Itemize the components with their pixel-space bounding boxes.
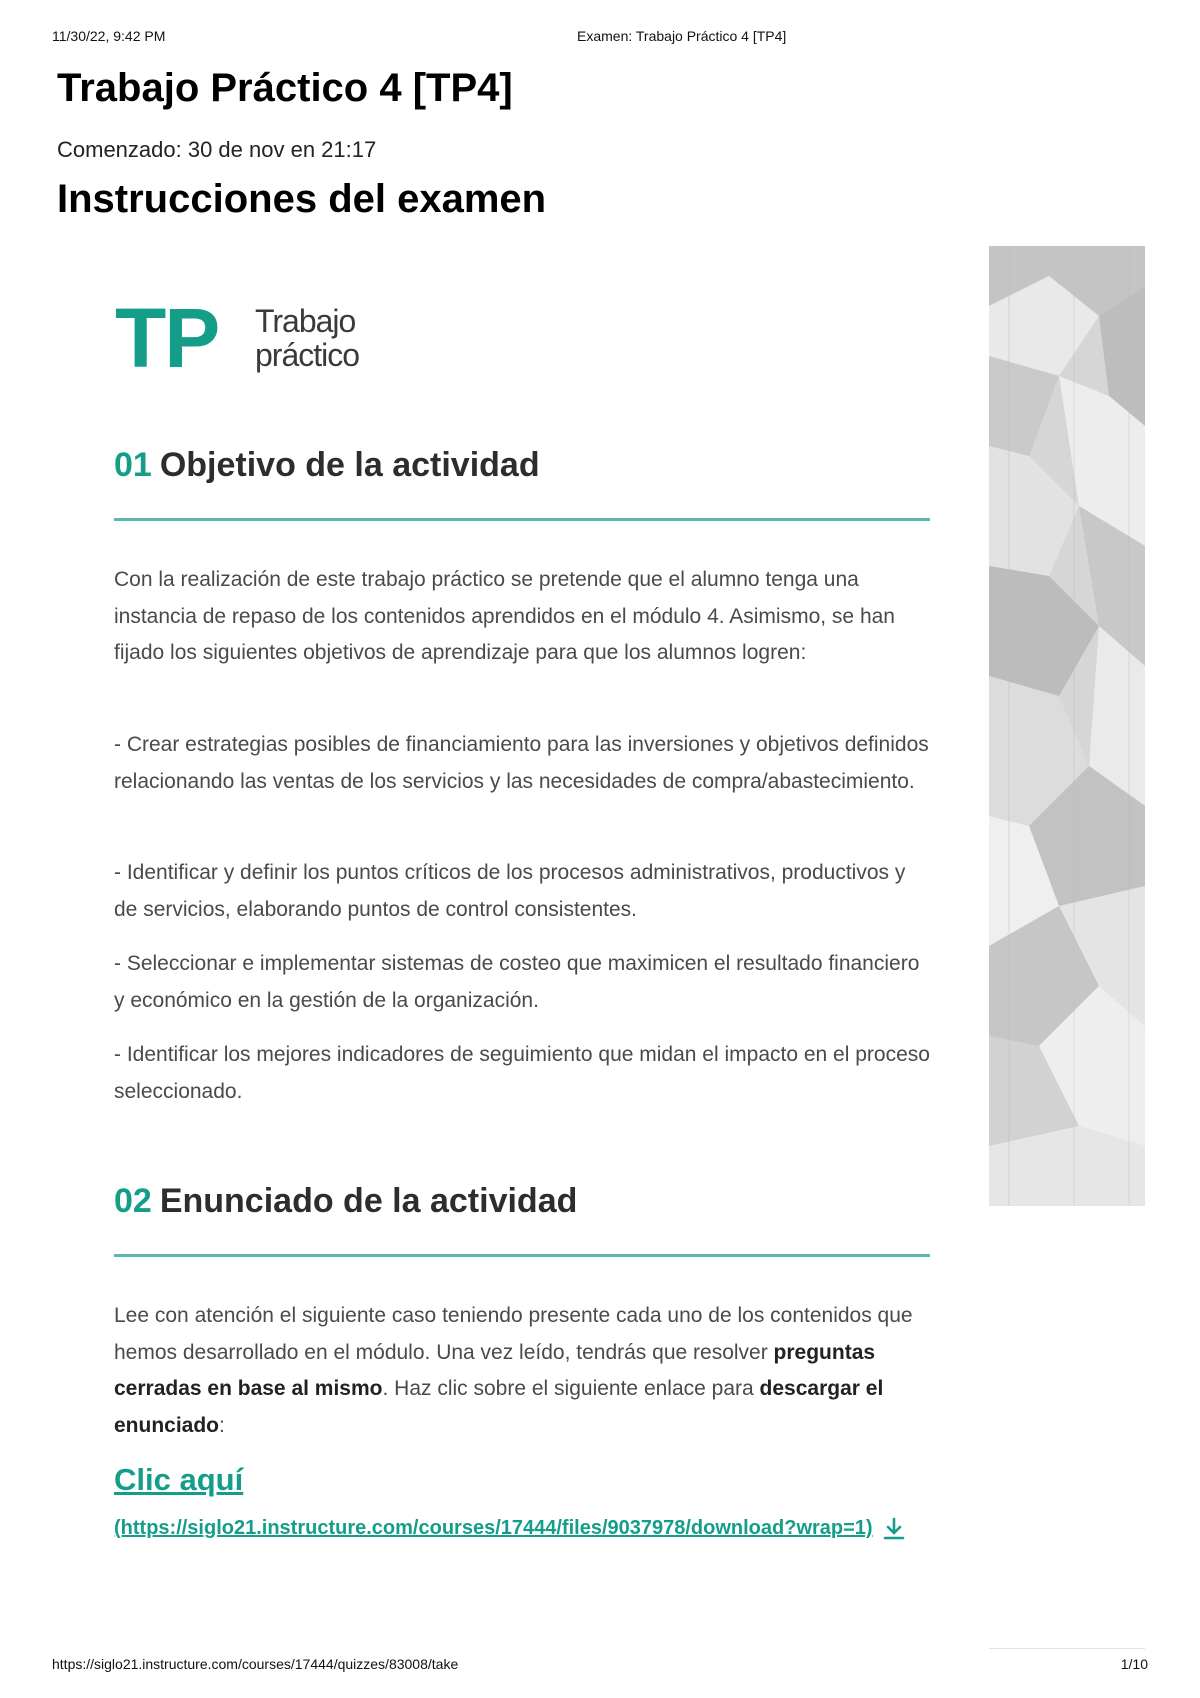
section-statement-heading [114, 1182, 577, 1221]
tp-logo-word-line1: Trabajo [255, 303, 356, 339]
objective-item: - Crear estrategias posibles de financiamiento para las inversiones y objetivos definidos relacionando las ventas de los servicios y las necesidades de compra/abastecimiento. [114, 733, 929, 793]
objective-intro: Con la realización de este trabajo práctico se pretende que el alumno tenga una instancia de repaso de los contenidos aprendidos en el módulo 4. Asimismo, se han fijado los siguientes objetivos de aprendizaje para que los alumnos logren: [114, 568, 895, 664]
statement-bold: descargar el enunciado [114, 1377, 884, 1437]
decorative-banner-image [989, 246, 1145, 1206]
statement-text: . Haz clic sobre el siguiente enlace para [382, 1377, 760, 1400]
print-footer [52, 1656, 1148, 1676]
tp-logo-mark: TP [115, 291, 219, 385]
statement-bold: preguntas cerradas en base al mismo [114, 1340, 876, 1400]
section-number: 02 [114, 1182, 152, 1220]
section-title: Enunciado de la actividad [159, 1182, 578, 1220]
statement-text: : [219, 1413, 225, 1437]
objective-item: - Identificar y definir los puntos críticos de los procesos administrativos, productivos y de servicios, elaborando puntos de control consistentes. [114, 861, 906, 921]
started-timestamp: Comenzado: 30 de nov en 21:17 [57, 137, 377, 162]
download-link[interactable]: Clic aquí [114, 1462, 244, 1497]
download-url-link[interactable] [114, 1510, 934, 1547]
section-divider [114, 518, 930, 521]
print-page-indicator: 1/10 [1120, 1656, 1148, 1672]
print-page-url: https://siglo21.instructure.com/courses/17444/quizzes/83008/take [52, 1656, 459, 1672]
objective-item: - Seleccionar e implementar sistemas de costeo que maximicen el resultado financiero y económico en la gestión de la organización. [114, 952, 920, 1012]
section-divider [114, 1254, 930, 1257]
objective-item: - Identificar los mejores indicadores de seguimiento que midan el impacto en el proceso seleccionado. [114, 1043, 930, 1103]
statement-paragraph [114, 1298, 934, 1444]
page-title: Trabajo Práctico 4 [TP4] [57, 66, 513, 110]
footer-divider [989, 1648, 1145, 1649]
tp-logo-word [255, 304, 359, 372]
section-title: Objetivo de la actividad [159, 446, 540, 484]
download-icon[interactable] [881, 1516, 907, 1542]
print-header [52, 28, 1148, 48]
section-objective-heading [114, 446, 540, 485]
section-number: 01 [114, 446, 152, 484]
statement-text: Lee con atención el siguiente caso teniendo presente cada uno de los contenidos que hemos desarrollado en el módulo. Una vez leído, tendrás que resolver [114, 1304, 913, 1364]
instructions-title: Instrucciones del examen [57, 177, 547, 221]
download-url-text[interactable]: (https://siglo21.instructure.com/courses/17444/files/9037978/download?wrap=1) [114, 1517, 873, 1539]
print-datetime: 11/30/22, 9:42 PM [52, 28, 166, 44]
tp-logo-word-line2: práctico [255, 337, 360, 373]
print-document-title: Examen: Trabajo Práctico 4 [TP4] [577, 28, 787, 44]
abstract-pattern-image [989, 246, 1145, 1206]
